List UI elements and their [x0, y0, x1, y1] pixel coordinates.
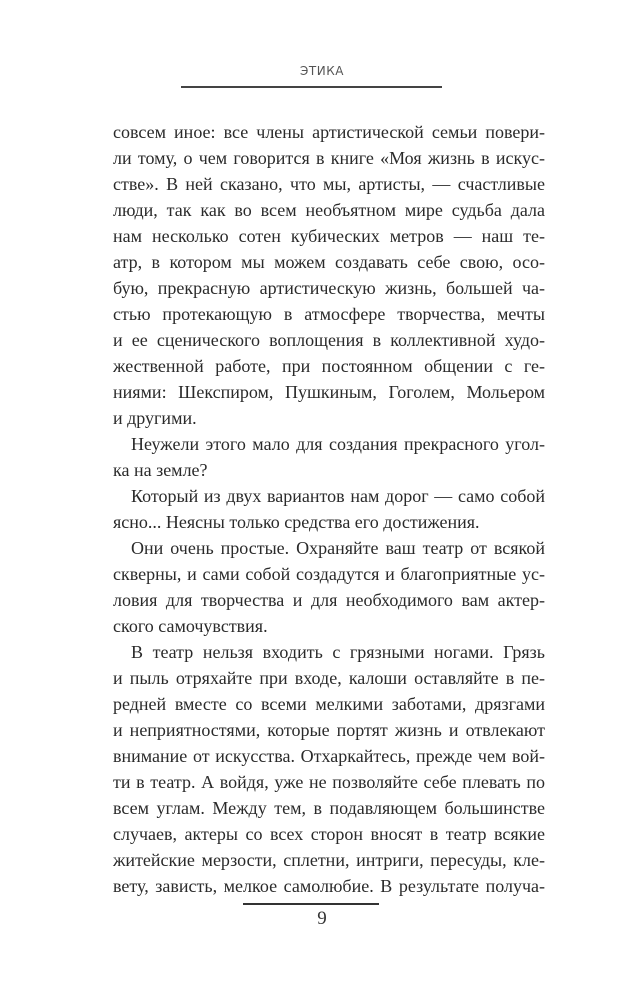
text-line: и другими.: [113, 408, 197, 428]
text-line: случаев, актеры со всех сторон вносят в театр всякие: [113, 824, 545, 844]
text-line: житейские мерзости, сплетни, интриги, пересуды, кле-: [113, 850, 545, 870]
text-line: ниями: Шекспиром, Пушкиным, Гоголем, Мольером: [113, 382, 545, 402]
body-text: [113, 119, 545, 899]
text-line: люди, так как во всем необъятном мире судьба дала: [113, 200, 545, 220]
text-line: редней вместе со всеми мелкими заботами, дрязгами: [113, 694, 545, 714]
text-line: и ее сценического воплощения в коллективной худо-: [113, 330, 545, 350]
text-line: ка на земле?: [113, 460, 208, 480]
text-line: жественной работе, при постоянном общении с ге-: [113, 356, 545, 376]
text-line: стве». В ней сказано, что мы, артисты, — счастливые: [113, 174, 545, 194]
text-line: ловия для творчества и для необходимого вам актер-: [113, 590, 545, 610]
text-line: Они очень простые. Охраняйте ваш театр от всякой: [131, 538, 545, 558]
text-line: ти в театр. А войдя, уже не позволяйте себе плевать по: [113, 772, 545, 792]
text-line: В театр нельзя входить с грязными ногами. Грязь: [131, 642, 545, 662]
page-number: 9: [317, 908, 327, 929]
text-line: Который из двух вариантов нам дорог — само собой: [131, 486, 545, 506]
text-line: вету, зависть, мелкое самолюбие. В результате получа-: [113, 876, 545, 896]
text-line: ского самочувствия.: [113, 616, 268, 636]
text-line: атр, в котором мы можем создавать себе свою, осо-: [113, 252, 545, 272]
text-line: всем углам. Между тем, в подавляющем большинстве: [113, 798, 545, 818]
text-line: бую, прекрасную артистическую жизнь, большей ча-: [113, 278, 545, 298]
text-line: ли тому, о чем говорится в книге «Моя жизнь в искус-: [113, 148, 545, 168]
text-line: ясно... Неясны только средства его достижения.: [113, 512, 480, 532]
text-line: и неприятностями, которые портят жизнь и отвлекают: [113, 720, 545, 740]
text-line: Неужели этого мало для создания прекрасного угол-: [131, 434, 545, 454]
footer-rule: [243, 903, 379, 905]
text-line: стью протекающую в атмосфере творчества, мечты: [113, 304, 545, 324]
text-line: скверны, и сами собой создадутся и благоприятные ус-: [113, 564, 545, 584]
text-line: нам несколько сотен кубических метров — наш те-: [113, 226, 545, 246]
header-rule: [181, 86, 442, 88]
running-header: ЭТИКА: [300, 64, 344, 78]
text-line: совсем иное: все члены артистической семьи повери-: [113, 122, 545, 142]
text-line: и пыль отряхайте при входе, калоши оставляйте в пе-: [113, 668, 545, 688]
text-line: внимание от искусства. Отхаркайтесь, прежде чем вой-: [113, 746, 545, 766]
